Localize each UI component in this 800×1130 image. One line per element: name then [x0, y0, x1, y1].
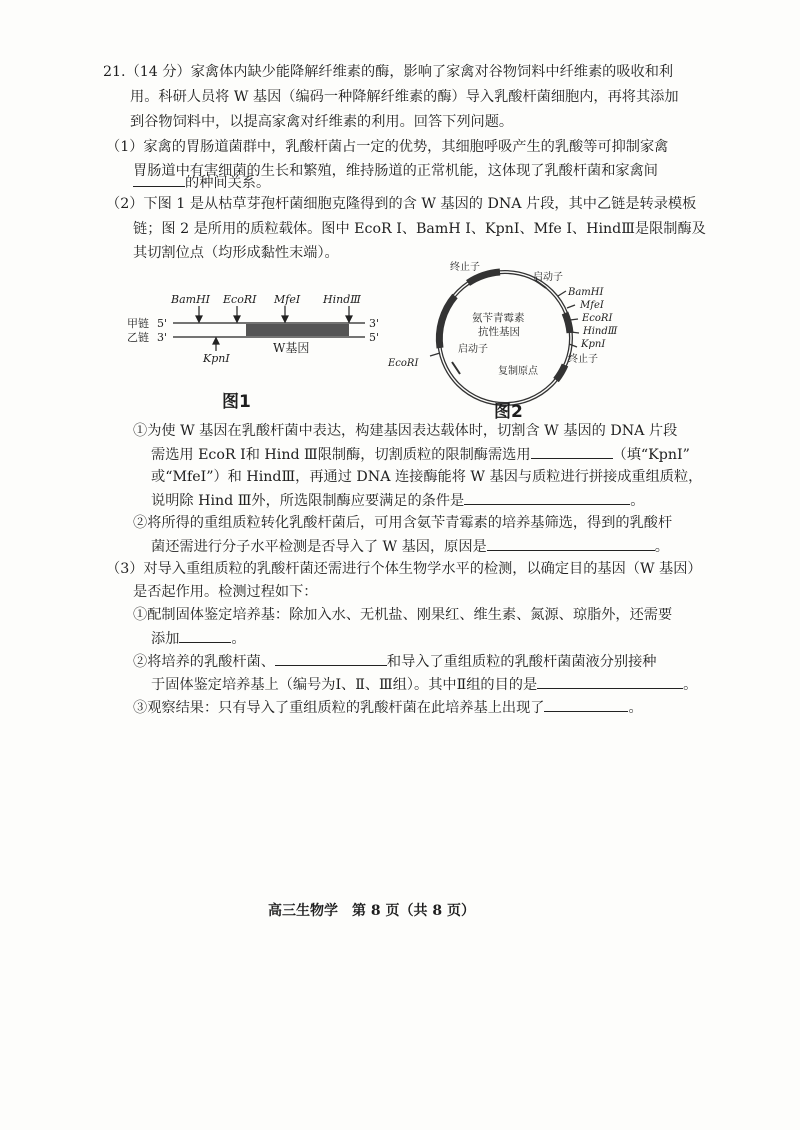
part1-line-1: （1）家禽的胃肠道菌群中，乳酸杆菌占一定的优势，其细胞呼吸产生的乳酸等可抑制家禽 [106, 139, 669, 155]
part3-s1-line-1: ①配制固体鉴定培养基：除加入水、无机盐、刚果红、维生素、氮源、琼脂外，还需要 [133, 607, 673, 623]
figure-1-dna-fragment [125, 285, 395, 400]
part3-line-1: （3）对导入重组质粒的乳酸杆菌还需进行个体生物学水平的检测，以确定目的基因（W 基因） [106, 561, 702, 577]
answer-blank-8[interactable] [544, 697, 628, 712]
answer-blank-7[interactable] [537, 674, 683, 689]
terminator-top-label: 终止子 [450, 262, 480, 273]
figure-1-caption: 图1 [222, 392, 251, 412]
part2-line-2: 链；图 2 是所用的质粒载体。图中 EcoR Ⅰ、BamH Ⅰ、KpnⅠ、Mfe Ⅰ、HindⅢ是限制酶及 [133, 221, 706, 237]
part3-line-2: 是否起作用。检测过程如下： [133, 584, 318, 600]
part3-s3: ③观察结果：只有导入了重组质粒的乳酸杆菌在此培养基上出现了 。 [133, 697, 643, 718]
answer-blank-3[interactable] [464, 490, 630, 505]
mfe-label: MfeⅠ [274, 293, 301, 306]
part2-sub1-line-1: ①为使 W 基因在乳酸杆菌中表达，构建基因表达载体时，切割含 W 基因的 DNA 片段 [133, 423, 678, 439]
answer-blank-2[interactable] [531, 444, 613, 459]
hind-label: HindⅢ [323, 293, 361, 306]
question-line-3: 到谷物饲料中，以提高家禽对纤维素的利用。回答下列问题。 [130, 114, 514, 130]
terminator-segment-top [468, 272, 500, 283]
answer-blank-6[interactable] [275, 651, 387, 666]
gene-label: W基因 [273, 341, 310, 355]
three-prime-bottom: 3' [157, 331, 168, 344]
bamh-label: BamHⅠ [171, 293, 211, 306]
part1-line-2: 胃肠道中有害细菌的生长和繁殖，维持肠道的正常机能，这体现了乳酸杆菌和家禽间 [133, 163, 658, 179]
terminator-segment-right [556, 365, 565, 380]
answer-blank-1[interactable] [133, 172, 185, 187]
part3-s2-line-2: 于固体鉴定培养基上（编号为Ⅰ、Ⅱ、Ⅲ组）。其中Ⅱ组的目的是 。 [151, 674, 697, 695]
ampr-label-line-2: 抗性基因 [478, 326, 520, 338]
five-prime-top: 5' [157, 317, 168, 330]
promoter-top-label: 启动子 [533, 272, 563, 283]
ampr-label-line-1: 氨苄青霉素 [472, 312, 525, 324]
kpn-label: KpnⅠ [203, 352, 230, 365]
three-prime-top: 3' [369, 317, 380, 330]
part3-s1-line-2: 添加 。 [151, 628, 246, 649]
promoter-inner-arrow [452, 362, 460, 374]
figure-2-caption: 图2 [494, 402, 523, 422]
part2-line-1: （2）下图 1 是从枯草芽孢杆菌细胞克隆得到的含 W 基因的 DNA 片段，其中乙链是转录模板 [106, 196, 697, 212]
ecor-label: EcoRⅠ [223, 293, 257, 306]
ampr-segment [439, 296, 455, 348]
plasmid-kpn-label: KpnⅠ [581, 339, 606, 350]
part2-sub1-line-4: 说明除 Hind Ⅲ外，所选限制酶应要满足的条件是 。 [151, 490, 644, 511]
answer-blank-5[interactable] [179, 628, 231, 643]
part2-sub1-line-2: 需选用 EcoR Ⅰ和 Hind Ⅲ限制酶，切割质粒的限制酶需选用 （填“KpnⅠ” [151, 444, 690, 465]
part2-line-3: 其切割位点（均形成黏性末端）。 [133, 245, 339, 261]
terminator-right-label: 终止子 [568, 354, 598, 365]
site-segment [565, 313, 570, 333]
plasmid-ecor-right-label: EcoRⅠ [582, 313, 613, 324]
part2-sub2-line-1: ②将所得的重组质粒转化乳酸杆菌后，可用含氨苄青霉素的培养基筛选，得到的乳酸杆 [133, 515, 673, 531]
question-line-2: 用。科研人员将 W 基因（编码一种降解纤维素的酶）导入乳酸杆菌细胞内，再将其添加 [130, 89, 679, 105]
plasmid-ecor-left-label: EcoRⅠ [388, 358, 419, 369]
answer-blank-4[interactable] [487, 536, 655, 551]
plasmid-bamh-label: BamHⅠ [568, 287, 604, 298]
question-line-1: 21.（14 分）家禽体内缺少能降解纤维素的酶，影响了家禽对谷物饲料中纤维素的吸收和利 [103, 64, 674, 80]
plasmid-mfe-label: MfeⅠ [580, 300, 604, 311]
five-prime-bottom: 5' [369, 331, 380, 344]
promoter-inner-label: 启动子 [458, 344, 488, 355]
part3-s2-line-1: ②将培养的乳酸杆菌、 和导入了重组质粒的乳酸杆菌菌液分别接种 [133, 651, 656, 672]
strand-b-label: 乙链 [127, 331, 149, 344]
w-gene-block [246, 324, 349, 336]
page-footer: 高三生物学 第 8 页（共 8 页） [268, 903, 475, 919]
plasmid-hind-label: HindⅢ [583, 326, 618, 337]
part1-line-3: 的种间关系。 [133, 172, 270, 193]
part2-sub1-line-3: 或“MfeⅠ”）和 HindⅢ，再通过 DNA 连接酶能将 W 基因与质粒进行拼接成重组质粒， [151, 469, 703, 485]
ori-label: 复制原点 [498, 366, 538, 377]
strand-a-label: 甲链 [127, 317, 149, 330]
part2-sub2-line-2: 菌还需进行分子水平检测是否导入了 W 基因，原因是 。 [151, 536, 669, 557]
